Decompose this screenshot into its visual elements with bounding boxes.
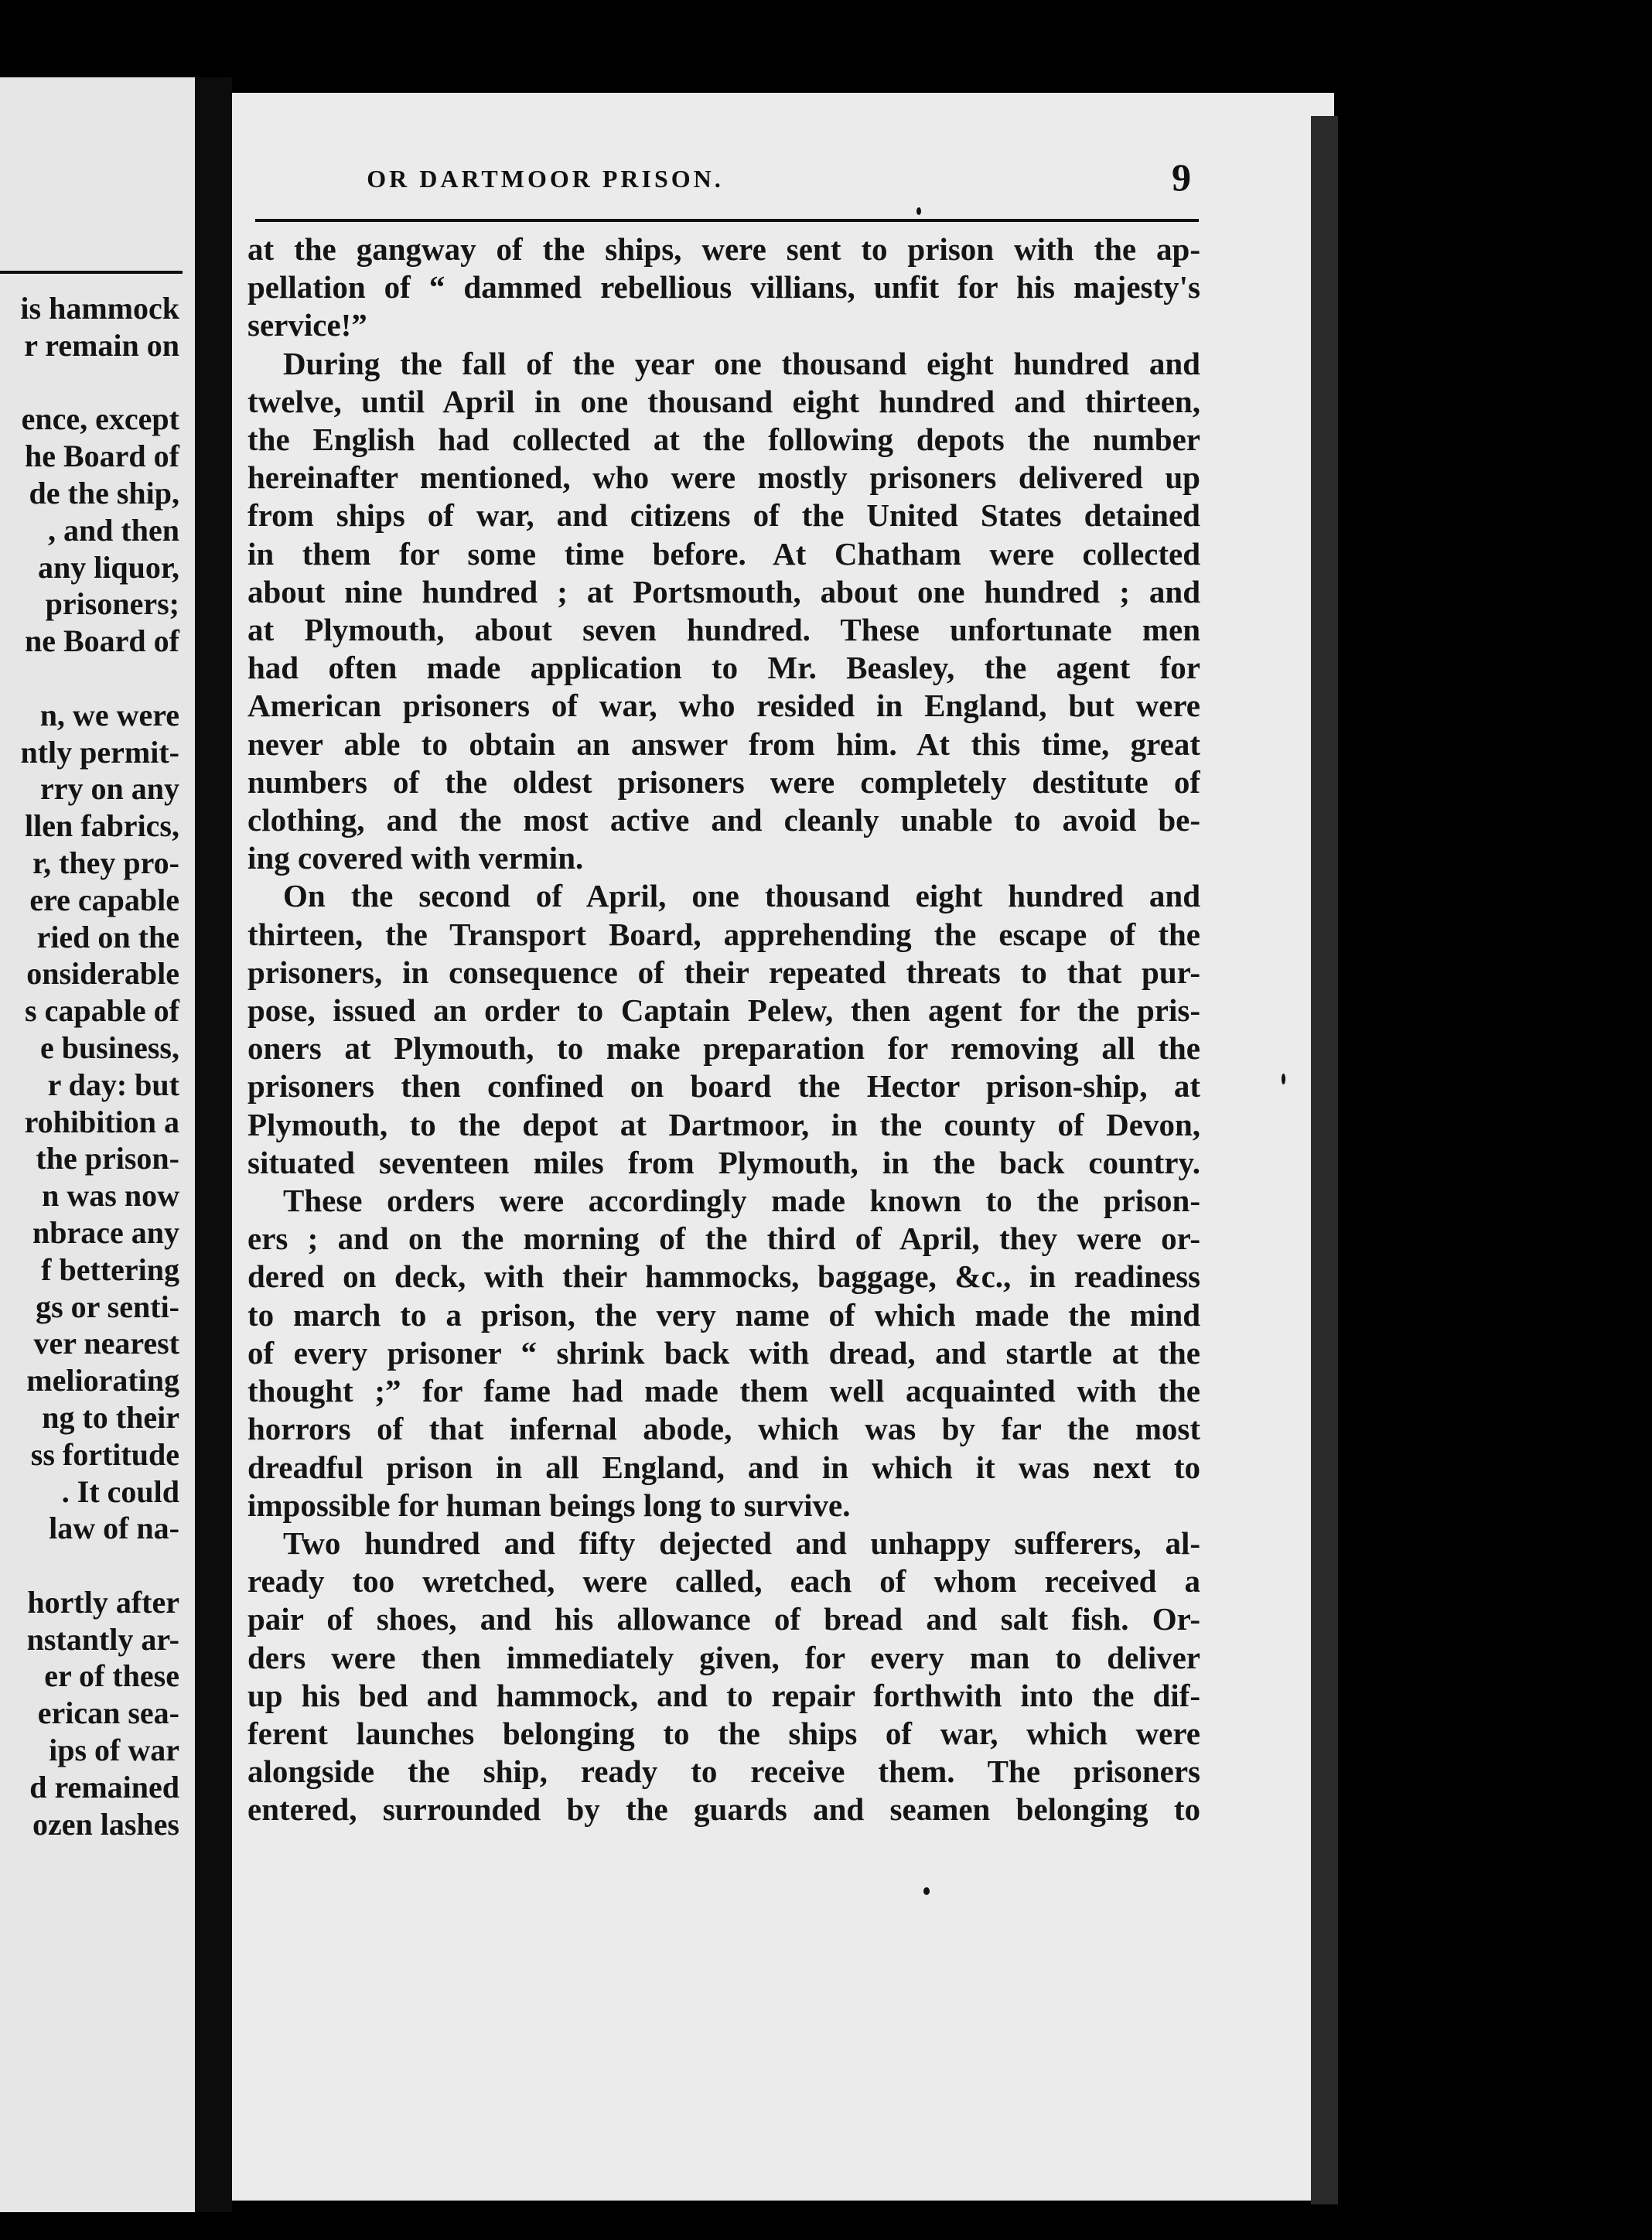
left-line: rohibition a (24, 1104, 179, 1139)
left-line: gs or senti- (36, 1289, 179, 1324)
left-line: ntly permit- (20, 734, 179, 770)
left-line: ne Board of (25, 623, 179, 659)
left-line: ss fortitude (30, 1436, 179, 1472)
text-line: numbers of the oldest prisoners were completely destitute of (247, 763, 1200, 800)
text-line: horrors of that infernal abode, which was by far the most (247, 1411, 1200, 1447)
text-line: entered, surrounded by the guards and seamen belonging to (247, 1791, 1200, 1828)
left-line: ng to their (42, 1399, 179, 1435)
text-line: ferent launches belonging to the ships of war, which were (247, 1715, 1200, 1751)
left-line: ere capable (29, 882, 179, 917)
text-line: prisoners then confined on board the Hector prison-ship, at (247, 1068, 1200, 1105)
text-line: dreadful prison in all England, and in which it was next to (247, 1449, 1200, 1485)
text-line: ready too wretched, were called, each of whom received a (247, 1563, 1200, 1600)
text-line: hereinafter mentioned, who were mostly prisoners delivered up (247, 459, 1200, 496)
text-line: situated seventeen miles from Plymouth, in the back country. (247, 1144, 1200, 1180)
left-line: nbrace any (32, 1214, 179, 1250)
text-line: clothing, and the most active and cleanly unable to avoid be- (247, 802, 1200, 838)
text-line: in them for some time before. At Chatham were collected (247, 535, 1200, 572)
left-line (0, 364, 179, 401)
book-gutter (195, 77, 232, 2212)
text-line: pellation of “ dammed rebellious villians, unfit for his majesty's (247, 269, 1200, 306)
scan-speck (923, 1887, 930, 1895)
text-line: never able to obtain an answer from him. At this time, great (247, 726, 1200, 762)
left-line: erican sea- (37, 1695, 179, 1731)
left-line: ozen lashes (32, 1806, 179, 1842)
left-line: . It could (61, 1473, 179, 1509)
left-line: onsiderable (26, 956, 179, 992)
left-line: is hammock (20, 291, 179, 326)
left-line: s capable of (25, 993, 179, 1029)
left-line: nstantly ar- (26, 1621, 179, 1657)
left-line: ips of war (49, 1733, 179, 1768)
text-line: prisoners, in consequence of their repeated threats to that pur- (247, 954, 1200, 990)
left-line: e business, (39, 1030, 179, 1065)
left-line: n was now (42, 1178, 179, 1214)
left-line: ried on the (36, 919, 179, 954)
left-line: meliorating (26, 1363, 179, 1398)
text-line: These orders were accordingly made known to the prison- (283, 1183, 1200, 1219)
left-line: n, we were (39, 697, 179, 732)
text-line: pair of shoes, and his allowance of bread and salt fish. Or- (247, 1601, 1200, 1637)
text-line: Plymouth, to the depot at Dartmoor, in the county of Devon, (247, 1106, 1200, 1142)
page-body-text (247, 230, 1200, 1829)
left-line (0, 1547, 179, 1584)
left-line: any liquor, (37, 549, 179, 585)
left-line: he Board of (25, 439, 179, 474)
text-line: impossible for human beings long to survive. (247, 1487, 851, 1523)
left-line: ence, except (21, 401, 179, 437)
left-line: law of na- (49, 1511, 179, 1546)
left-line: r remain on (24, 327, 179, 363)
text-line: had often made application to Mr. Beasley, the agent for (247, 650, 1200, 686)
text-line: On the second of April, one thousand eight hundred and (283, 878, 1200, 914)
page-edge-shadow (1311, 116, 1338, 2204)
text-line: at the gangway of the ships, were sent to prison with the ap- (247, 231, 1200, 267)
left-line: hortly after (27, 1584, 179, 1620)
text-line: up his bed and hammock, and to repair forthwith into the dif- (247, 1677, 1200, 1713)
text-line: thought ;” for fame had made them well acquainted with the (247, 1373, 1200, 1409)
text-line: dered on deck, with their hammocks, baggage, &c., in readiness (247, 1258, 1200, 1295)
text-line: Two hundred and fifty dejected and unhappy sufferers, al- (283, 1525, 1200, 1561)
page-number: 9 (1172, 155, 1191, 199)
left-line: er of these (44, 1658, 179, 1694)
text-line: service!” (247, 307, 367, 343)
text-line: thirteen, the Transport Board, apprehending the escape of the (247, 916, 1200, 952)
left-line: r day: but (47, 1067, 179, 1102)
left-line: llen fabrics, (25, 808, 179, 844)
text-line: During the fall of the year one thousand eight hundred and (283, 345, 1200, 381)
previous-page-fragment (0, 77, 195, 2212)
text-line: of every prisoner “ shrink back with dread, and startle at the (247, 1334, 1200, 1371)
text-line: oners at Plymouth, to make preparation for removing all the (247, 1030, 1200, 1067)
text-line: pose, issued an order to Captain Pelew, then agent for the pris- (247, 992, 1200, 1029)
text-line: to march to a prison, the very name of which made the mind (247, 1296, 1200, 1333)
left-line: prisoners; (45, 586, 179, 622)
text-line: ers ; and on the morning of the third of April, they were or- (247, 1221, 1200, 1257)
text-line: twelve, until April in one thousand eight hundred and thirteen, (247, 383, 1200, 419)
running-head: OR DARTMOOR PRISON. (367, 165, 724, 193)
scan-speck (1282, 1074, 1285, 1084)
text-line: ing covered with vermin. (247, 840, 584, 876)
left-line (0, 660, 179, 697)
left-line: the prison- (36, 1141, 179, 1176)
text-line: the English had collected at the following depots the number (247, 422, 1200, 458)
left-line: de the ship, (29, 475, 179, 510)
left-line: ver nearest (33, 1326, 179, 1361)
scan-speck (916, 207, 921, 215)
left-line: f bettering (41, 1251, 179, 1287)
left-line: r, they pro- (32, 845, 179, 880)
header-rule (255, 219, 1199, 222)
text-line: about nine hundred ; at Portsmouth, about one hundred ; and (247, 573, 1200, 610)
left-page-text (0, 290, 179, 1842)
left-line: rry on any (40, 771, 179, 807)
text-line: at Plymouth, about seven hundred. These unfortunate men (247, 612, 1200, 648)
left-line: , and then (47, 512, 179, 548)
left-page-header-rule (0, 271, 183, 274)
text-line: alongside the ship, ready to receive them. The prisoners (247, 1753, 1200, 1790)
left-line: d remained (29, 1769, 179, 1805)
text-line: from ships of war, and citizens of the United States detained (247, 497, 1200, 534)
text-line: ders were then immediately given, for every man to deliver (247, 1639, 1200, 1675)
text-line: American prisoners of war, who resided in England, but were (247, 688, 1200, 724)
